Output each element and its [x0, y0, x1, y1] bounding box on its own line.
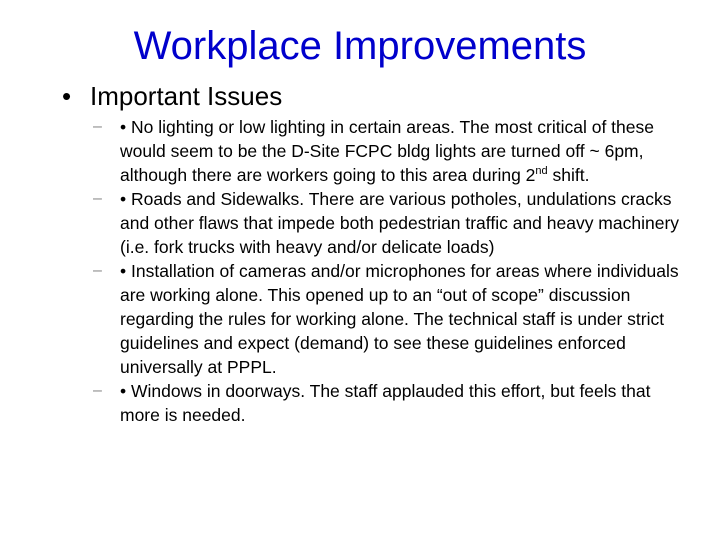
sub-bullet-list	[93, 115, 683, 427]
list-item	[93, 259, 683, 379]
heading-bullet-item	[62, 80, 282, 112]
list-item	[93, 115, 683, 187]
item-text: • No lighting or low lighting in certain areas. The most critical of these would seem to be the D-Site FCPC bldg lights are turned off ~ 6pm, although there are workers going to this area during 2	[120, 117, 654, 185]
bullet-icon: •	[62, 81, 72, 111]
list-item	[93, 379, 683, 427]
item-text: • Roads and Sidewalks. There are various potholes, undulations cracks and other flaws that impede both pedestrian traffic and heavy machinery (i.e. fork trucks with heavy and/or delicate loads)	[120, 189, 680, 257]
item-text-end: shift.	[547, 165, 590, 185]
item-text: • Windows in doorways. The staff applauded this effort, but feels that more is needed.	[120, 381, 651, 425]
item-superscript: nd	[535, 165, 548, 178]
item-text: • Installation of cameras and/or microphones for areas where individuals are working alone. This opened up to an “out of scope” discussion regarding the rules for working alone. The technical staff is under strict guidelines and expect (demand) to see these guidelines enforced universally at PPPL.	[120, 261, 679, 377]
dash-icon: –	[93, 382, 102, 399]
slide-title: Workplace Improvements	[133, 24, 587, 68]
dash-icon: –	[93, 190, 102, 207]
list-item	[93, 187, 683, 259]
dash-icon: –	[93, 262, 102, 279]
heading-text: Important Issues	[90, 81, 283, 111]
dash-icon: –	[93, 118, 102, 135]
